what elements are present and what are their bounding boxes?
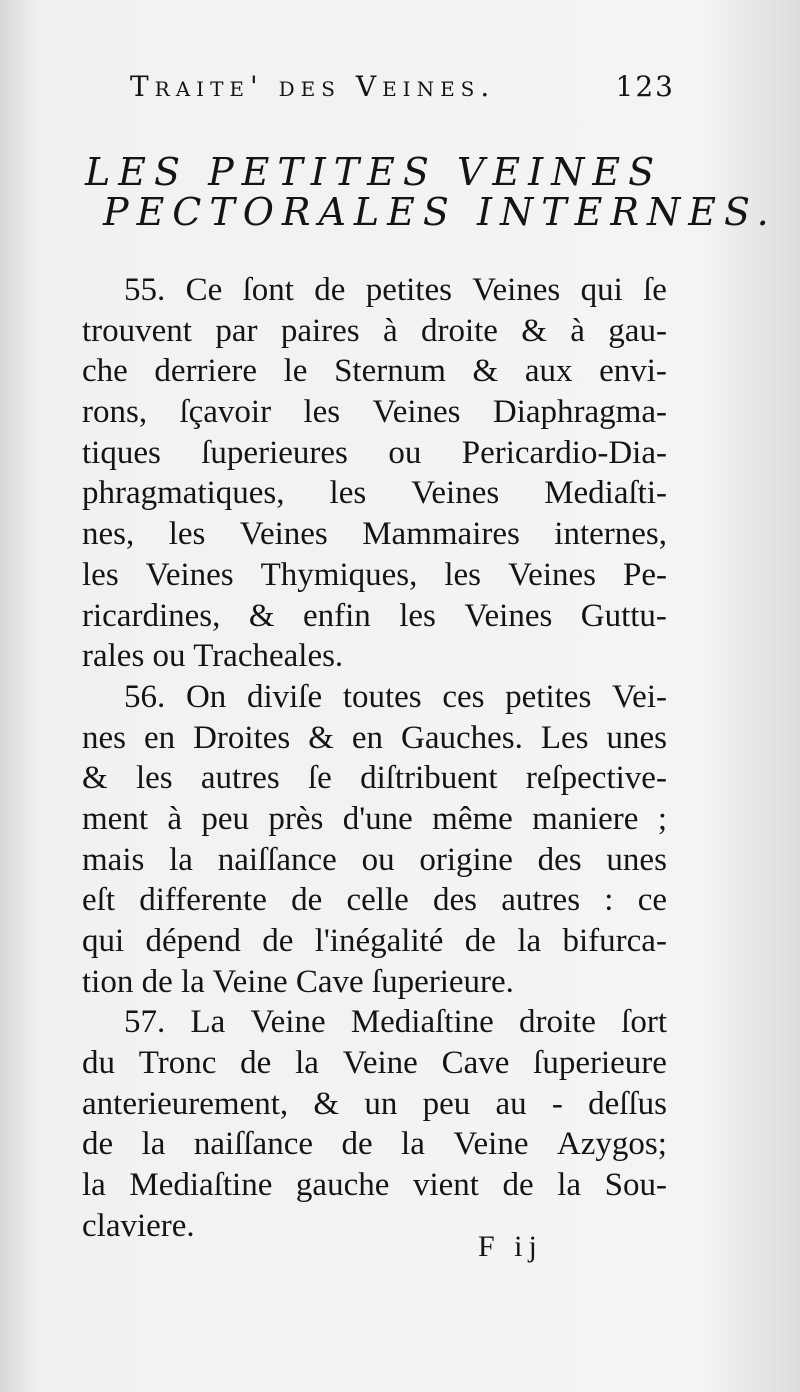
text-line: nes, les Veines Mammaires internes, bbox=[82, 516, 667, 553]
page-number: 123 bbox=[615, 70, 675, 103]
section-heading-line-1: LES PETITES VEINES bbox=[85, 150, 663, 194]
text-line: tion de la Veine Cave ſuperieure. bbox=[82, 963, 514, 1000]
text-line: 57. La Veine Mediaſtine droite ſort bbox=[124, 1004, 667, 1041]
text-line: de la naiſſance de la Veine Azygos; bbox=[82, 1126, 667, 1163]
text-line: tiques ſuperieures ou Pericardio-Dia- bbox=[82, 434, 667, 471]
text-line: ricardines, & enfin les Veines Guttu- bbox=[82, 597, 667, 634]
text-line: rales ou Tracheales. bbox=[82, 638, 344, 675]
text-line: rons, ſçavoir les Veines Diaphragma- bbox=[82, 394, 667, 431]
text-line: phragmatiques, les Veines Mediaſti- bbox=[82, 475, 667, 512]
text-line: qui dépend de l'inégalité de la bifurca- bbox=[82, 923, 667, 959]
text-line: che derriere le Sternum & aux envi- bbox=[82, 353, 667, 390]
text-line: 56. On diviſe toutes ces petites Vei- bbox=[124, 678, 667, 715]
text-line: & les autres ſe diſtribuent reſpective- bbox=[82, 760, 667, 797]
running-head bbox=[130, 70, 675, 110]
text-line: mais la naiſſance ou origine des unes bbox=[82, 841, 667, 878]
signature-mark: F ij bbox=[478, 1230, 543, 1263]
text-line: les Veines Thymiques, les Veines Pe- bbox=[82, 556, 667, 593]
body-text bbox=[82, 270, 667, 1247]
text-line: trouvent par paires à droite & à gau- bbox=[82, 312, 667, 349]
text-line: nes en Droites & en Gauches. Les unes bbox=[82, 719, 667, 756]
text-line: ment à peu près d'une même maniere ; bbox=[82, 800, 667, 837]
text-line: 55. Ce ſont de petites Veines qui ſe bbox=[124, 272, 667, 308]
text-line: du Tronc de la Veine Cave ſuperieure bbox=[82, 1045, 667, 1082]
text-line: eſt differente de celle des autres : ce bbox=[82, 882, 667, 919]
text-line: claviere. bbox=[82, 1207, 195, 1244]
running-head-title: Traite' des Veines. bbox=[130, 70, 496, 103]
section-heading-line-2: PECTORALES INTERNES. bbox=[103, 190, 777, 234]
text-line: anterieurement, & un peu au - deſſus bbox=[82, 1085, 667, 1122]
text-line: la Mediaſtine gauche vient de la Sou- bbox=[82, 1167, 667, 1204]
